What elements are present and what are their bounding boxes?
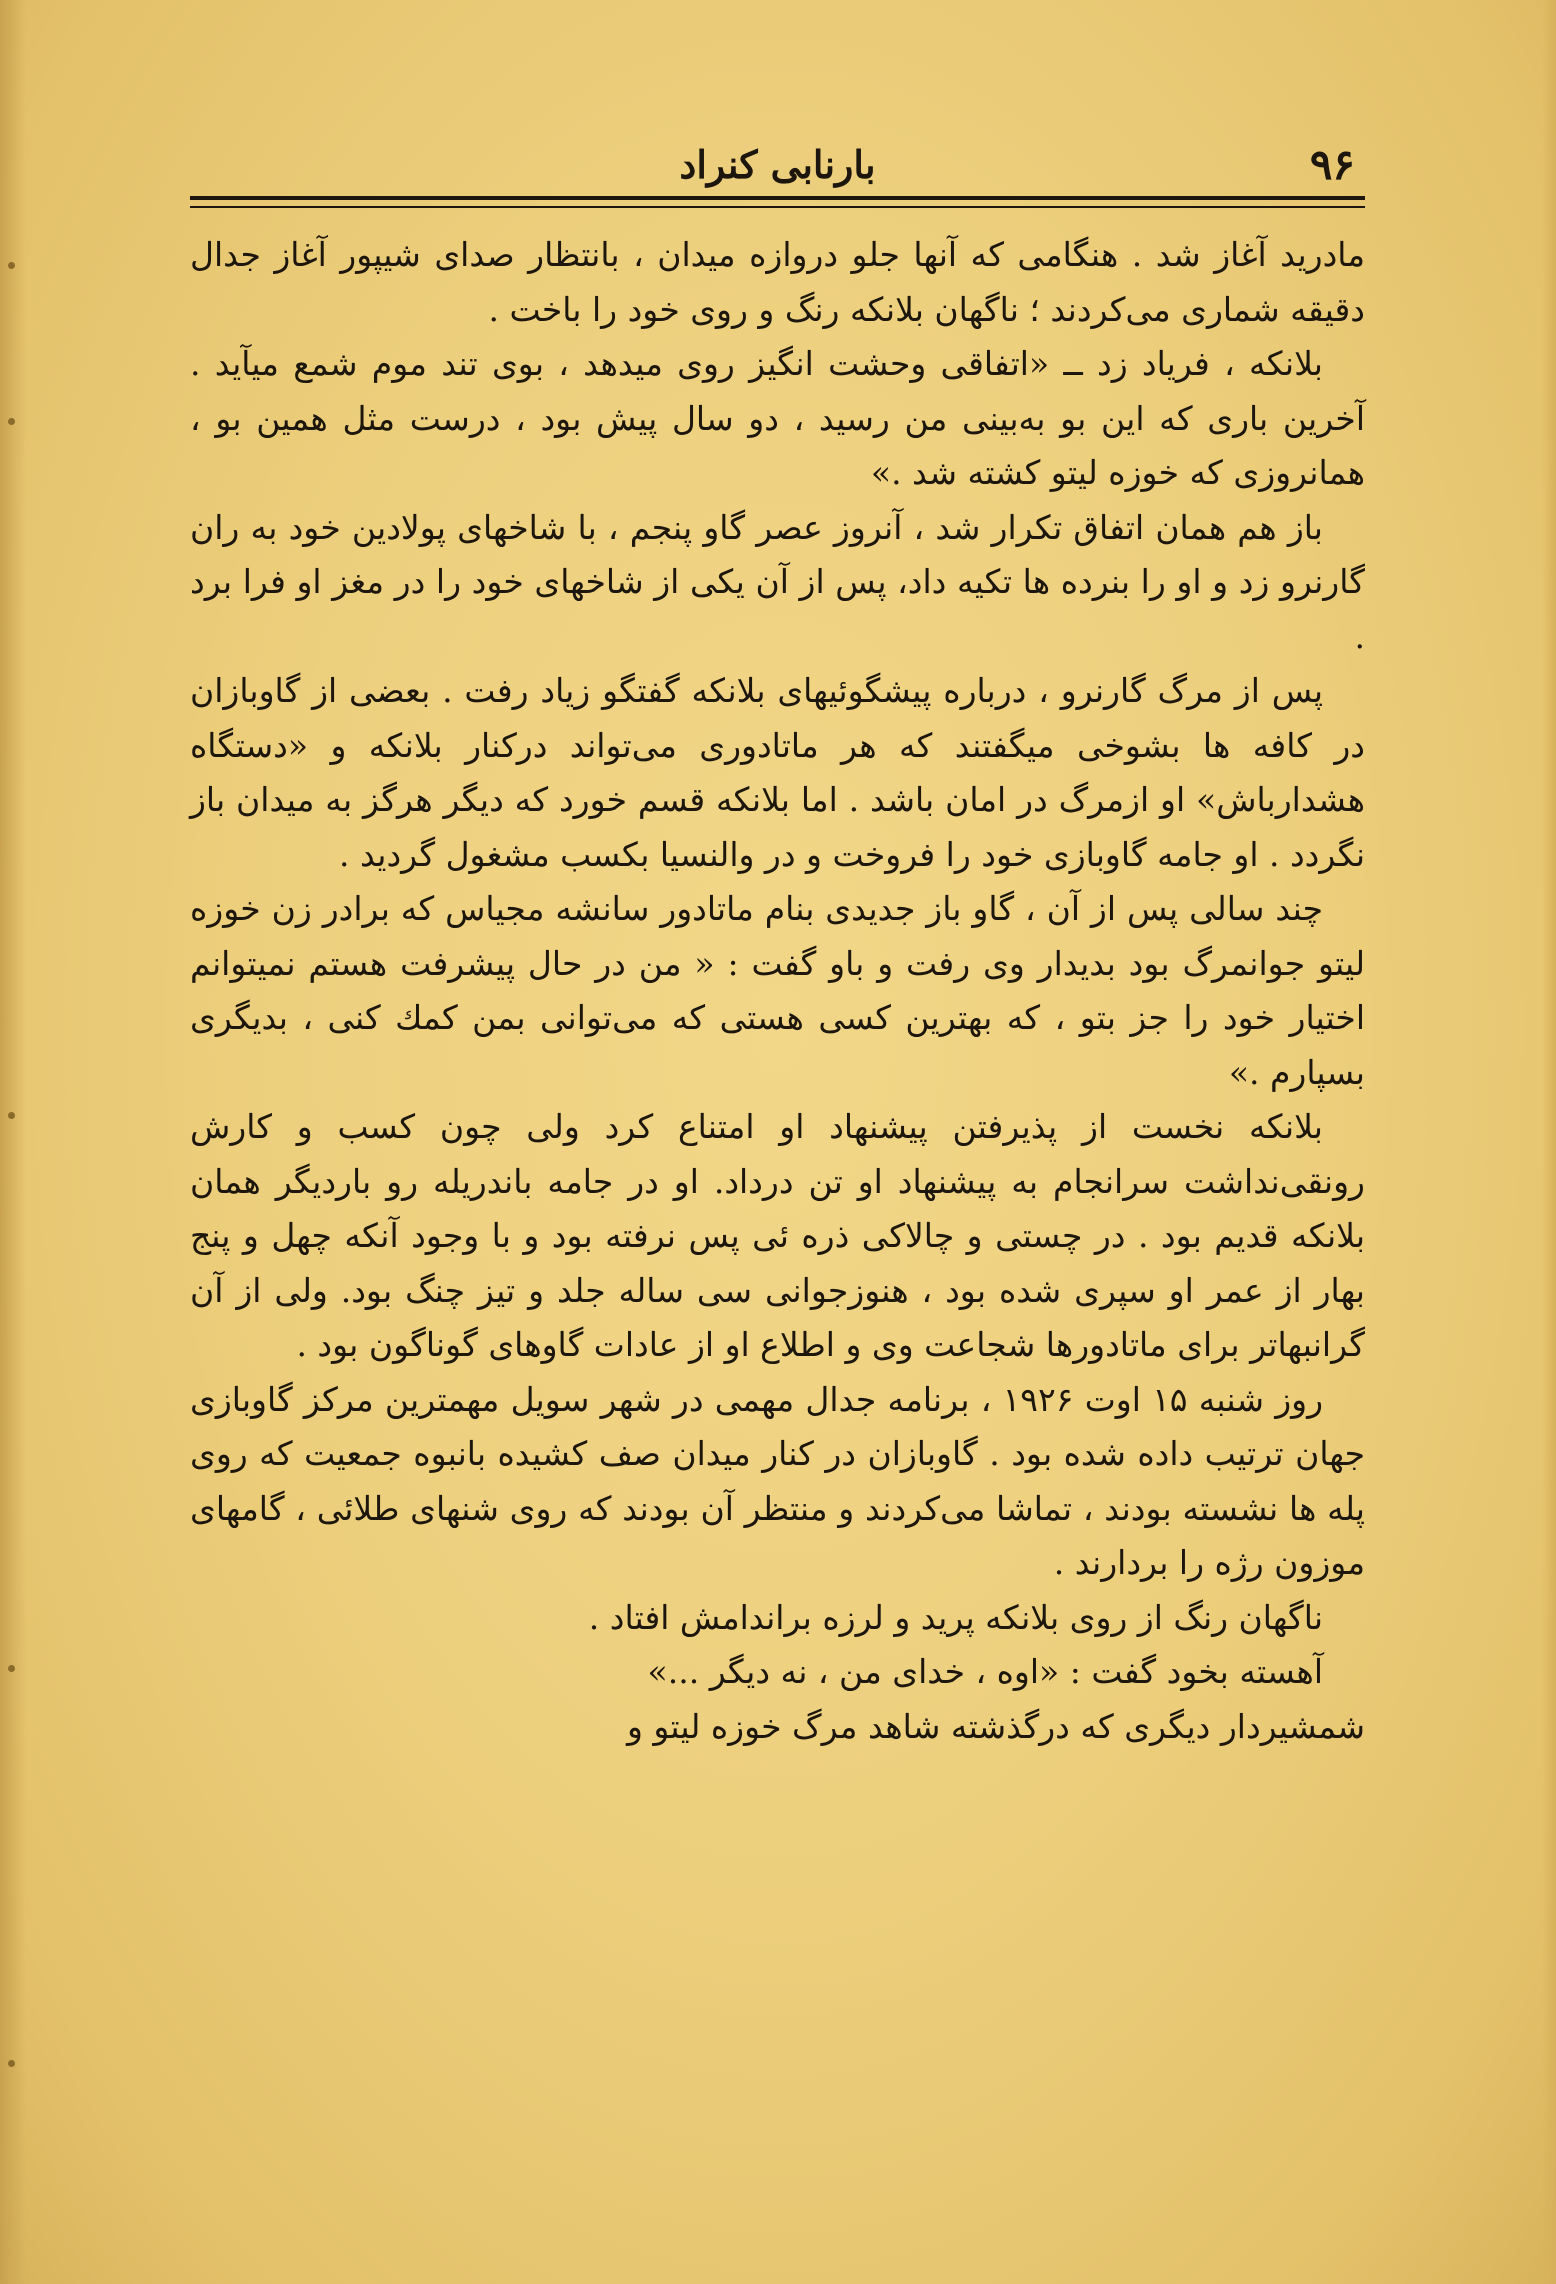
page-header [190, 140, 1365, 190]
page-number: ۹۶ [1309, 140, 1355, 189]
paragraph: بلانکه ، فریاد زد ــ «اتفاقی وحشت انگیز روی میدهد ، بوی تند موم شمع میآید . آخرین باری که این بو به‌بینی من رسید ، دو سال پیش بود ، درست مثل همین بو ، همانروزی که خوزه لیتو کشته شد .» [190, 344, 1365, 492]
paragraph: ناگهان رنگ از روی بلانکه پرید و لرزه براندامش افتاد . [588, 1597, 1323, 1637]
binding-hole [8, 1112, 15, 1119]
binding-hole [8, 418, 15, 425]
header-rule-thick [190, 196, 1365, 200]
body-text [190, 228, 1365, 1754]
paragraph: مادرید آغاز شد . هنگامی که آنها جلو دروازه میدان ، بانتظار صدای شیپور آغاز جدال دقیقه شماری می‌کردند ؛ ناگهان بلانکه رنگ و روی خود را باخت . [190, 235, 1365, 329]
paragraph: بلانکه نخست از پذیرفتن پیشنهاد او امتناع کرد ولی چون کسب و کارش رونقی‌نداشت سرانجام به پیشنهاد او تن درداد. او در جامه باندریله رو باردیگر همان بلانکه قدیم بود . در چستی و چالاکی ذره ئی پس نرفته بود و با وجود آنکه چهل و پنج بهار از عمر او سپری شده بود ، هنوزجوانی سی ساله جلد و تیز چنگ بود. ولی از آن گرانبهاتر برای ماتادورها شجاعت وی و اطلاع او از عادات گاوهای گوناگون بود . [190, 1107, 1365, 1364]
paragraph: شمشیردار دیگری که درگذشته شاهد مرگ خوزه لیتو و [626, 1706, 1365, 1746]
binding-hole [8, 262, 15, 269]
binding-hole [8, 1665, 15, 1672]
paragraph: آهسته بخود گفت : «اوه ، خدای من ، نه دیگر ...» [647, 1652, 1323, 1691]
page-left-edge-shadow [0, 0, 26, 2284]
paragraph: باز هم همان اتفاق تکرار شد ، آنروز عصر گاو پنجم ، با شاخهای پولادین خود به ران گارنرو زد و او را بنرده ها تکیه داد، پس از آن یکی از شاخهای خود را در مغز او فرا برد . [190, 507, 1365, 656]
header-rule-thin [190, 206, 1365, 208]
page-right-edge-shadow [1542, 0, 1556, 2284]
paragraph: پس از مرگ گارنرو ، درباره پیشگوئیهای بلانکه گفتگو زیاد رفت . بعضی از گاوبازان در کافه ها بشوخی میگفتند که هر ماتادوری می‌تواند درکنار بلانکه و «دستگاه هشداربا‌ش» او ازمرگ در امان باشد . اما بلانکه قسم خورد که دیگر هرگز به میدان باز نگردد . او جامه گاوبازی خود را فروخت و در والنسیا بکسب مشغول گردید . [190, 671, 1365, 874]
binding-hole [8, 2060, 15, 2067]
running-title: بارنابی کنراد [679, 142, 876, 187]
paragraph: روز شنبه ۱۵ اوت ۱۹۲۶ ، برنامه جدال مهمی در شهر سویل مهمترین مرکز گاوبازی جهان ترتیب داده شده بود . گاوبازان در کنار میدان صف کشیده بانبوه جمعیت که روی پله ها نشسته بودند ، تماشا می‌کردند و منتظر آن بودند که روی شنهای طلائی ، گامهای موزون رژه را بردارند . [190, 1379, 1365, 1582]
paragraph: چند سالی پس از آن ، گاو باز جدیدی بنام ماتادور سانشه مجیاس که برادر زن خوزه لیتو جوانمرگ بود بدیدار وی رفت و باو گفت : « من در حال پیشرفت هستم نمیتوانم اختیار خود را جز بتو ، که بهترین کسی هستی که می‌توانی بمن کمك کنی ، بدیگری بسپارم .» [190, 889, 1365, 1092]
